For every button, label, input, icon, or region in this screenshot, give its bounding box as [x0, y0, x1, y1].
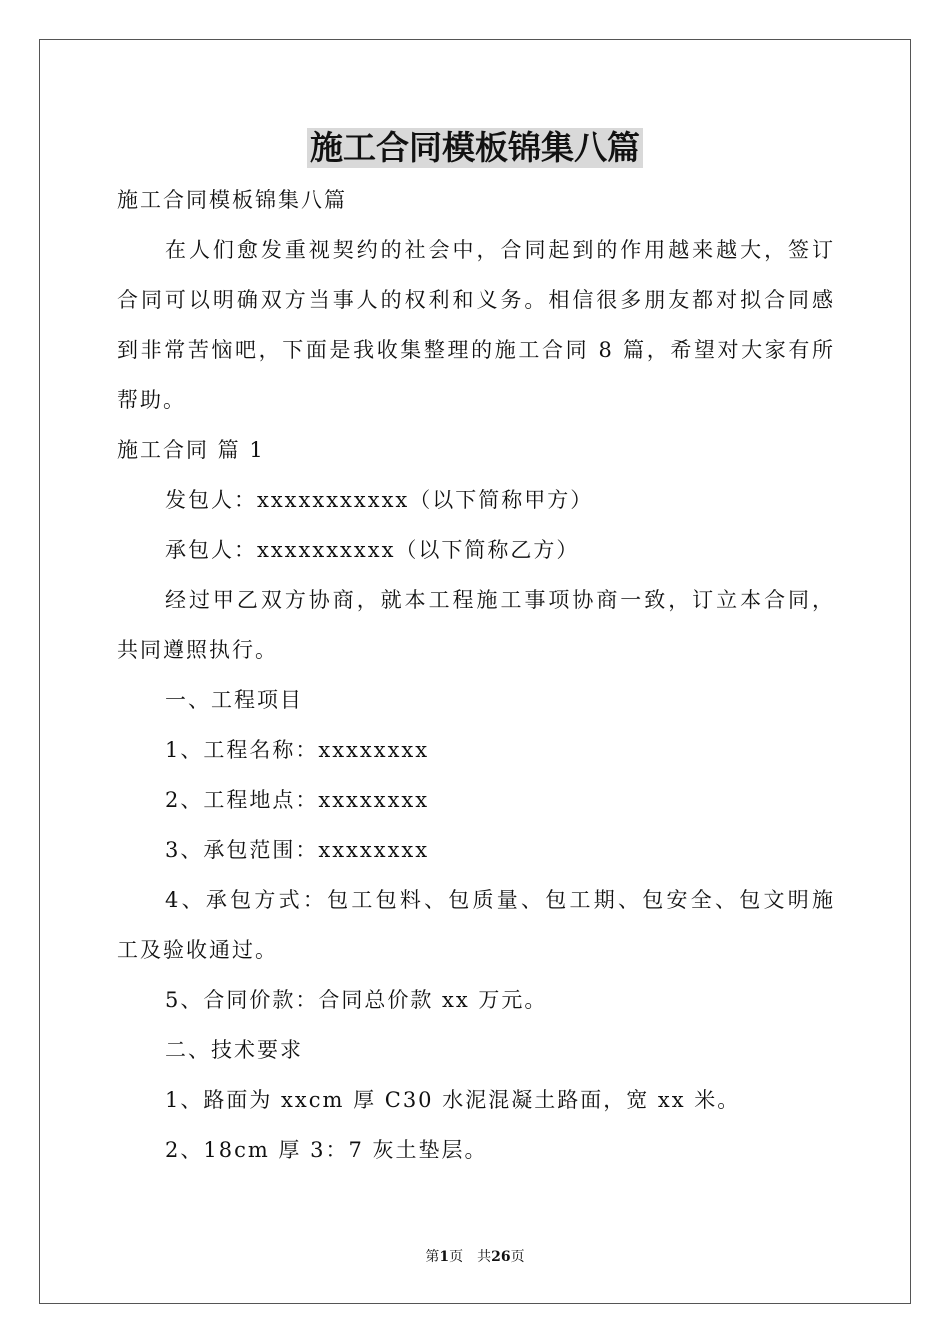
intro-line-4: 帮助。	[117, 388, 186, 412]
party-b: 承包人：xxxxxxxxxx（以下简称乙方）	[165, 538, 580, 562]
part1-item-1: 1、工程名称：xxxxxxxx	[165, 738, 430, 762]
footer-page-number: 1	[439, 1249, 450, 1265]
part1-item-2: 2、工程地点：xxxxxxxx	[165, 788, 430, 812]
part2-item-2: 2、18cm 厚 3：7 灰土垫层。	[165, 1138, 488, 1162]
part1-item-5: 5、合同价款：合同总价款 xx 万元。	[165, 988, 548, 1012]
part2-item-1: 1、路面为 xxcm 厚 C30 水泥混凝土路面，宽 xx 米。	[165, 1088, 741, 1112]
document-title: 施工合同模板锦集八篇	[307, 128, 643, 168]
part1-item-4-line-1: 4、承包方式：包工包料、包质量、包工期、包安全、包文明施	[165, 888, 835, 912]
intro-line-2: 合同可以明确双方当事人的权利和义务。相信很多朋友都对拟合同感	[117, 288, 835, 312]
intro-line-1: 在人们愈发重视契约的社会中，合同起到的作用越来越大，签订	[165, 238, 835, 262]
party-a: 发包人：xxxxxxxxxxx（以下简称甲方）	[165, 488, 594, 512]
part1-item-3: 3、承包范围：xxxxxxxx	[165, 838, 430, 862]
part1-heading: 一、工程项目	[165, 688, 303, 712]
page-footer	[0, 1248, 950, 1266]
agreement-line-2: 共同遵照执行。	[117, 638, 278, 662]
document-subtitle: 施工合同模板锦集八篇	[117, 188, 347, 212]
agreement-line-1: 经过甲乙双方协商，就本工程施工事项协商一致，订立本合同，	[165, 588, 835, 612]
section-heading: 施工合同 篇 1	[117, 438, 265, 462]
footer-middle: 页 共	[449, 1249, 492, 1265]
footer-suffix: 页	[510, 1249, 525, 1265]
title-container	[0, 128, 950, 168]
part1-item-4-line-2: 工及验收通过。	[117, 938, 278, 962]
intro-line-3: 到非常苦恼吧，下面是我收集整理的施工合同 8 篇，希望对大家有所	[117, 338, 835, 362]
page-border	[39, 39, 911, 1304]
footer-prefix: 第	[425, 1249, 440, 1265]
footer-page-total: 26	[491, 1249, 511, 1265]
part2-heading: 二、技术要求	[165, 1038, 303, 1062]
